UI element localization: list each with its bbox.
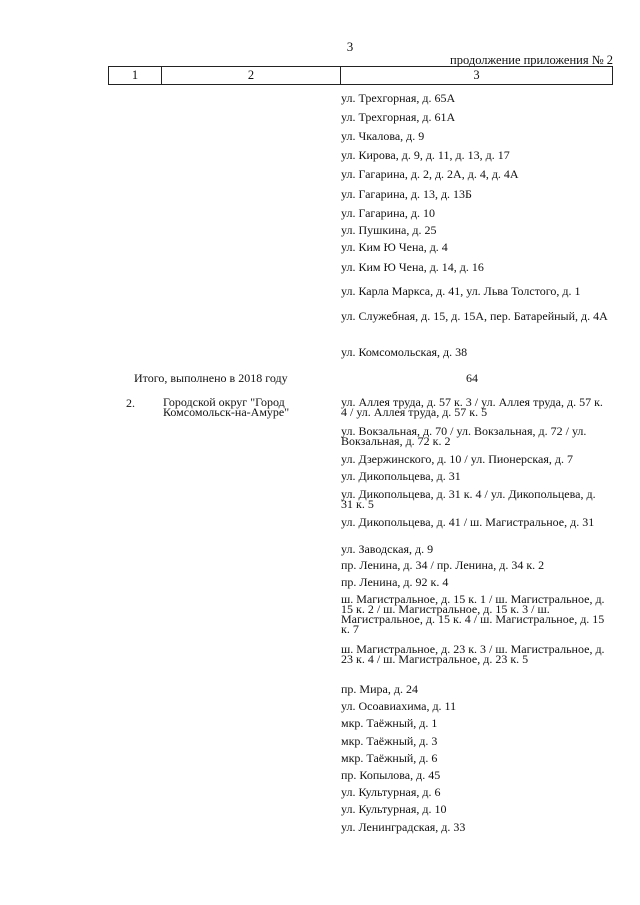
address-item: ул. Служебная, д. 15, д. 15А, пер. Батарейный, д. 4А — [341, 309, 608, 323]
address-item: ул. Ким Ю Чена, д. 14, д. 16 — [341, 260, 484, 274]
column-header-2: 2 — [162, 67, 341, 85]
address-item: пр. Ленина, д. 34 / пр. Ленина, д. 34 к. 2 — [341, 558, 545, 572]
municipality-name: Городской округ "Город Комсомольск-на-Амуре" — [163, 395, 290, 419]
address-item: ул. Пушкина, д. 25 — [341, 223, 437, 237]
address-item: ш. Магистральное, д. 23 к. 3 / ш. Магистральное, д. 23 к. 4 / ш. Магистральное, д. 23 к. 5 — [341, 642, 605, 666]
column-header-3: 3 — [341, 67, 613, 85]
address-item: ул. Дикопольцева, д. 41 / ш. Магистральное, д. 31 — [341, 515, 595, 529]
total-label: Итого, выполнено в 2018 году — [134, 371, 288, 385]
address-item: пр. Ленина, д. 92 к. 4 — [341, 575, 449, 589]
address-item: ул. Трехгорная, д. 65А — [341, 91, 456, 105]
address-item: ул. Вокзальная, д. 70 / ул. Вокзальная, д. 72 / ул. Вокзальная, д. 72 к. 2 — [341, 424, 587, 448]
address-item: ул. Заводская, д. 9 — [341, 542, 434, 556]
address-item: ул. Кирова, д. 9, д. 11, д. 13, д. 17 — [341, 148, 510, 162]
address-item: ул. Карла Маркса, д. 41, ул. Льва Толстого, д. 1 — [341, 284, 581, 298]
total-value: 64 — [466, 371, 478, 385]
address-item: ул. Культурная, д. 6 — [341, 785, 441, 799]
address-item: ул. Культурная, д. 10 — [341, 802, 447, 816]
address-item: пр. Копылова, д. 45 — [341, 768, 441, 782]
address-item: ш. Магистральное, д. 15 к. 1 / ш. Магистральное, д. 15 к. 2 / ш. Магистральное, д. 15 к. 3 / ш. Магистральное, д. 15 к. 4 / ш. Магистральное, д. 15 к. 7 — [341, 592, 605, 636]
address-item: ул. Трехгорная, д. 61А — [341, 110, 456, 124]
address-item: мкр. Таёжный, д. 6 — [341, 751, 438, 765]
row-number: 2. — [126, 396, 135, 410]
address-item: мкр. Таёжный, д. 1 — [341, 716, 438, 730]
address-item: мкр. Таёжный, д. 3 — [341, 734, 438, 748]
column-header-1: 1 — [109, 67, 162, 85]
address-item: ул. Комсомольская, д. 38 — [341, 345, 468, 359]
appendix-caption: продолжение приложения № 2 — [450, 53, 613, 67]
address-item: ул. Ким Ю Чена, д. 4 — [341, 240, 448, 254]
address-item: ул. Гагарина, д. 10 — [341, 206, 435, 220]
column-header-table — [108, 66, 613, 85]
address-item: ул. Дзержинского, д. 10 / ул. Пионерская, д. 7 — [341, 452, 573, 466]
address-item: ул. Осоавиахима, д. 11 — [341, 699, 457, 713]
address-item: ул. Ленинградская, д. 33 — [341, 820, 466, 834]
page-number: 3 — [346, 39, 354, 54]
address-item: пр. Мира, д. 24 — [341, 682, 418, 696]
address-item: ул. Чкалова, д. 9 — [341, 129, 425, 143]
address-item: ул. Гагарина, д. 2, д. 2А, д. 4, д. 4А — [341, 167, 519, 181]
address-item: ул. Дикопольцева, д. 31 — [341, 469, 461, 483]
address-item: ул. Аллея труда, д. 57 к. 3 / ул. Аллея труда, д. 57 к. 4 / ул. Аллея труда, д. 57 к. 5 — [341, 395, 603, 419]
address-item: ул. Гагарина, д. 13, д. 13Б — [341, 187, 472, 201]
address-item: ул. Дикопольцева, д. 31 к. 4 / ул. Дикопольцева, д. 31 к. 5 — [341, 487, 596, 511]
